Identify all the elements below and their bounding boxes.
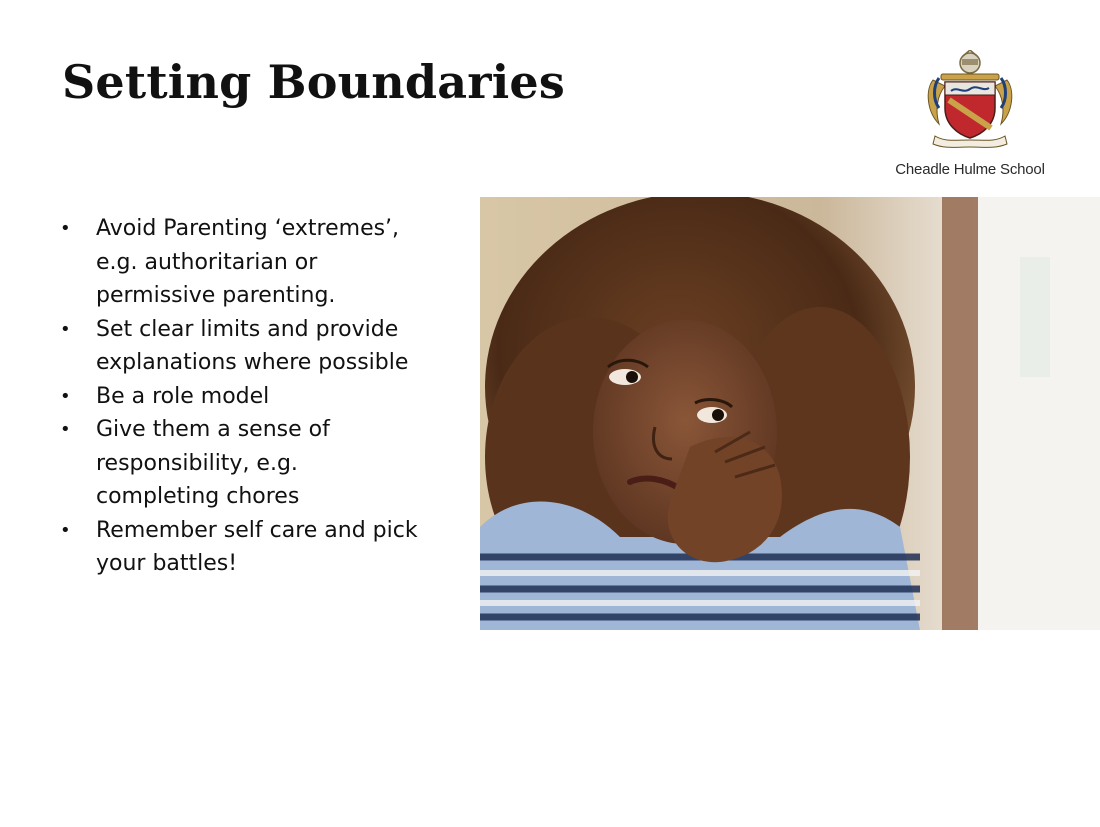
- bullet-marker: •: [60, 419, 71, 440]
- bullet-item: [56, 413, 426, 514]
- bullet-text: Set clear limits and provide explanations where possible: [96, 316, 409, 375]
- bullet-marker: •: [60, 385, 71, 407]
- bullet-item: [56, 212, 426, 313]
- bullet-marker: •: [60, 519, 71, 541]
- bullet-item: [56, 380, 426, 414]
- bullet-text: Avoid Parenting ‘extremes’, e.g. authoritarian or permissive parenting.: [96, 216, 400, 308]
- bullet-marker: •: [60, 218, 71, 239]
- bullet-text: Remember self care and pick your battles!: [96, 517, 418, 576]
- bullet-marker: •: [60, 318, 71, 340]
- bullet-item: [56, 313, 426, 380]
- school-crest-icon: [925, 50, 1015, 150]
- child-photo-illustration: [480, 197, 1100, 630]
- school-name: Cheadle Hulme School: [895, 161, 1045, 178]
- bullet-item: [56, 514, 426, 581]
- bullet-list: [56, 212, 426, 581]
- bullet-text: Give them a sense of responsibility, e.g. completing chores: [96, 417, 330, 509]
- slide-title: Setting Boundaries: [62, 55, 565, 109]
- school-logo: [880, 50, 1060, 190]
- child-photo: [480, 197, 1100, 630]
- bullet-text: Be a role model: [96, 383, 270, 409]
